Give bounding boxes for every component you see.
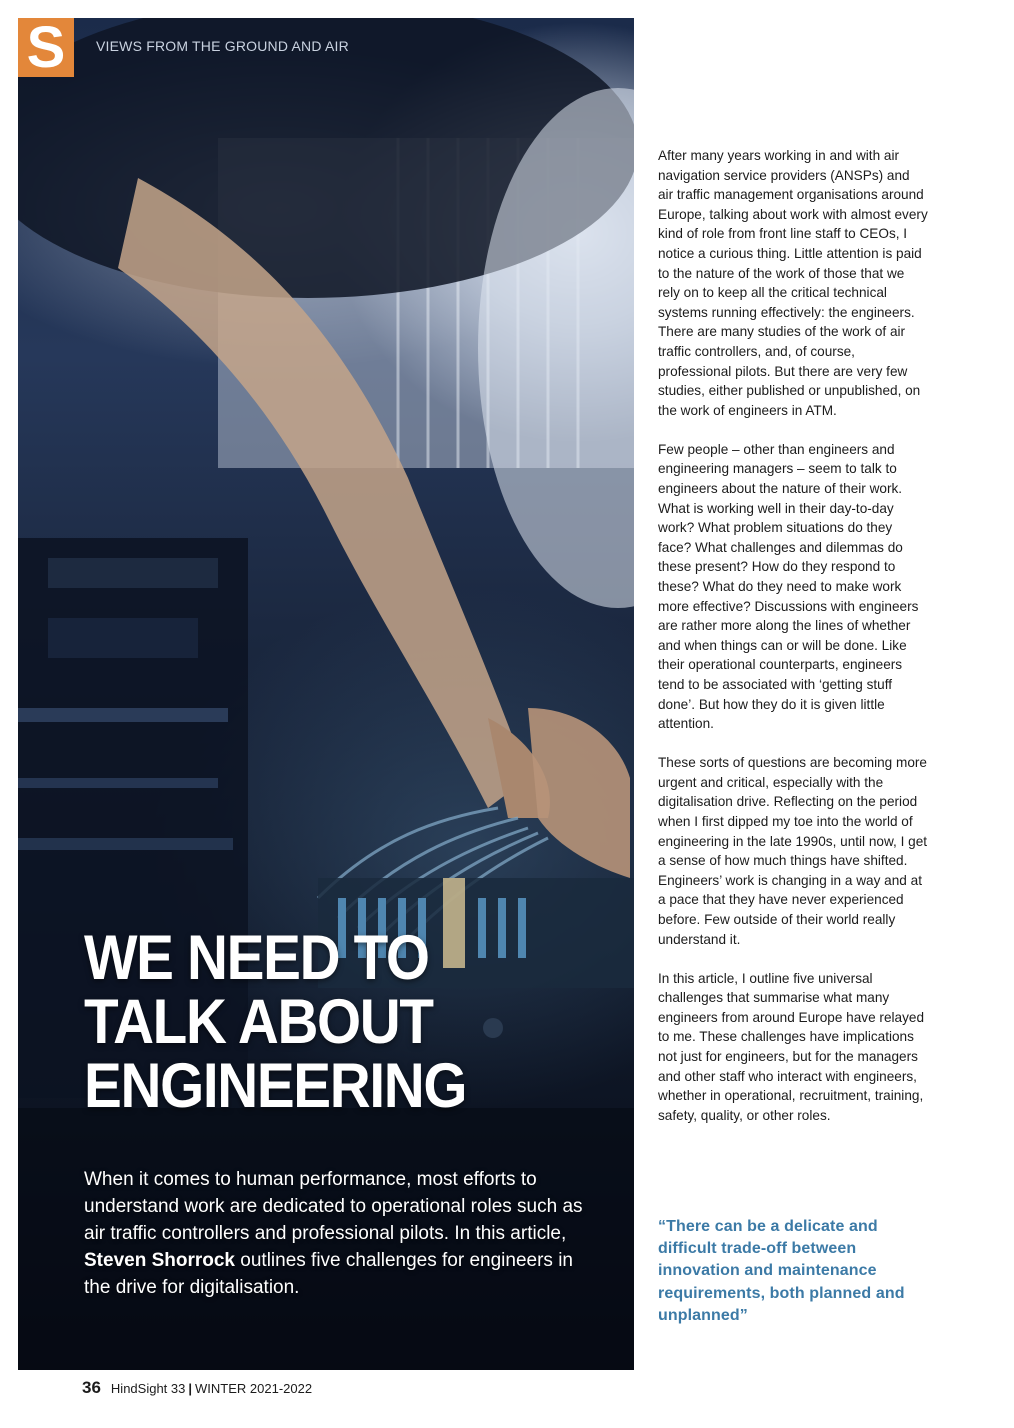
standfirst-outro: outlines five challenges for engineers in the drive for digitalisation. xyxy=(84,1250,573,1298)
title-line-2: TALK ABOUT xyxy=(84,987,433,1057)
body-paragraph: After many years working in and with air navigation service providers (ANSPs) and air traffic management organisations around Europe, talking about work with almost every kind of role from front line staff to CEOs, I notice a curious thing. Little attention is paid to the nature of the work of those that we rely on to keep all the critical technical systems running effectively: the engineers. There are many studies of the work of air traffic controllers, and, of course, professional pilots. But there are very few studies, either published or unpublished, on the work of engineers in ATM. xyxy=(658,148,928,418)
standfirst xyxy=(84,1166,584,1301)
title-line-1: WE NEED TO xyxy=(84,923,429,993)
author-name: Steven Shorrock xyxy=(84,1250,235,1271)
title-line-3: ENGINEERING xyxy=(84,1051,467,1121)
body-paragraph: These sorts of questions are becoming more urgent and critical, especially with the digitalisation drive. Reflecting on the period when I first dipped my toe into the world of engineering in the late 1990s, until now, I get a sense of how much things have shifted. Engineers’ work is changing in a way and at a pace that they have never experienced before. Few outside of their world really understand it. xyxy=(658,755,928,947)
article-body xyxy=(658,146,928,1145)
hero-photo xyxy=(18,18,634,1370)
issue-label: WINTER 2021-2022 xyxy=(195,1381,313,1396)
page-number: 36 xyxy=(82,1378,101,1397)
section-marker-icon: S xyxy=(18,18,74,77)
publication-name: HindSight 33 xyxy=(110,1381,186,1396)
pull-quote: “There can be a delicate and difficult trade-off between innovation and maintenance requirements, both planned and unplanned” xyxy=(658,1218,905,1324)
page-footer xyxy=(82,1378,312,1400)
article-title xyxy=(84,923,570,1121)
standfirst-intro: When it comes to human performance, most efforts to understand work are dedicated to operational roles such as air traffic controllers and professional pilots. In this article, xyxy=(84,1169,583,1244)
footer-separator: | xyxy=(188,1381,193,1396)
body-paragraph: In this article, I outline five universal challenges that summarise what many engineers from around Europe have relayed to me. These challenges have implications not just for engineers, but for the managers and other staff who interact with engineers, whether in operational, recruitment, training, safety, quality, or other roles. xyxy=(658,970,925,1123)
section-label: VIEWS FROM THE GROUND AND AIR xyxy=(96,38,349,54)
body-paragraph: Few people – other than engineers and engineering managers – seem to talk to engineers about the nature of their work. What is working well in their day-to-day work? What problem situations do they face? What challenges and dilemmas do these present? How do they respond to these? What do they need to make work more effective? Discussions with engineers are rather more along the lines of whether and when things can or will be done. Like their operational counterparts, engineers tend to be associated with ‘getting stuff done’. But how they do it is given little attention. xyxy=(658,441,919,732)
